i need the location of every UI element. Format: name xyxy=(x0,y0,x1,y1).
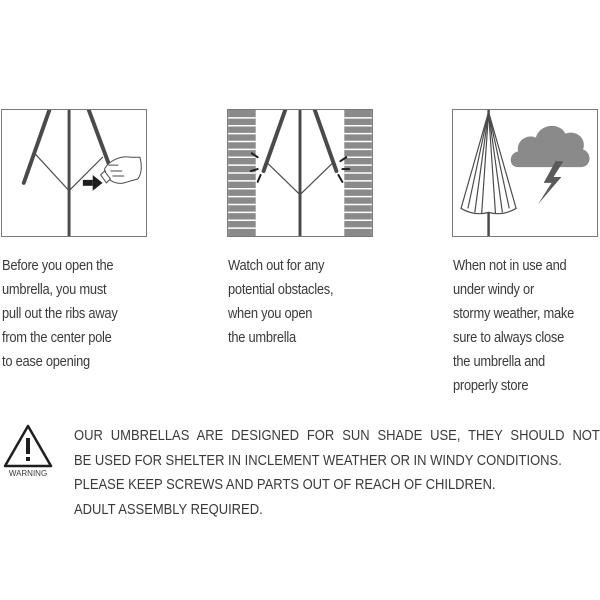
closed-umbrella-icon xyxy=(461,110,516,236)
caption-line: properly store xyxy=(453,377,529,394)
umbrella-rib-right xyxy=(315,110,337,171)
caption-line: under windy or xyxy=(453,281,535,298)
instruction-caption-obstacles xyxy=(228,254,357,350)
caption-line: from the center pole xyxy=(2,329,112,346)
instruction-caption-open-ribs xyxy=(2,254,131,374)
warning-label: WARNING xyxy=(8,469,48,478)
warning-notice xyxy=(74,424,600,522)
caption-line: sure to always close xyxy=(453,329,564,346)
storm-cloud-icon xyxy=(511,126,590,167)
instruction-image-obstacles xyxy=(227,109,373,237)
caption-line: umbrella, you must xyxy=(2,281,107,298)
caption-line: potential obstacles, xyxy=(228,281,334,298)
umbrella-rib-left xyxy=(24,110,50,183)
pull-ribs-illustration xyxy=(2,110,146,236)
strut-right xyxy=(300,163,332,195)
caption-line: to ease opening xyxy=(2,353,90,370)
lightning-bolt-icon xyxy=(538,161,564,204)
strut-left xyxy=(268,163,300,195)
strut-left xyxy=(35,153,69,190)
instruction-image-storm xyxy=(452,109,598,237)
warning-line: PLEASE KEEP SCREWS AND PARTS OUT OF REACH OF CHILDREN. xyxy=(74,476,496,493)
warning-line: ADULT ASSEMBLY REQUIRED. xyxy=(74,500,263,518)
caption-line: Before you open the xyxy=(2,257,114,274)
obstacles-illustration xyxy=(228,110,372,236)
warning-line: BE USED FOR SHELTER IN INCLEMENT WEATHER OR IN WINDY CONDITIONS. xyxy=(74,451,562,469)
umbrella-rib-left xyxy=(264,110,286,171)
caption-line: When not in use and xyxy=(453,257,567,274)
caption-line: stormy weather, make xyxy=(453,305,575,322)
caption-line: the umbrella xyxy=(228,329,296,346)
instruction-caption-storm xyxy=(453,254,582,398)
caption-line: the umbrella and xyxy=(453,353,545,370)
warning-triangle-icon xyxy=(2,423,54,469)
warning-badge xyxy=(2,423,54,483)
storm-illustration xyxy=(453,110,597,236)
caption-line: Watch out for any xyxy=(228,257,325,274)
obstacle-wall-right xyxy=(344,110,372,236)
obstacle-wall-left xyxy=(228,110,256,236)
arrow-right-icon xyxy=(83,175,103,191)
caption-line: when you open xyxy=(228,305,313,322)
caption-line: pull out the ribs away xyxy=(2,305,118,322)
instruction-image-open-ribs xyxy=(1,109,147,237)
warning-line: OUR UMBRELLAS ARE DESIGNED FOR SUN SHADE USE, THEY SHOULD NOT xyxy=(74,427,600,444)
